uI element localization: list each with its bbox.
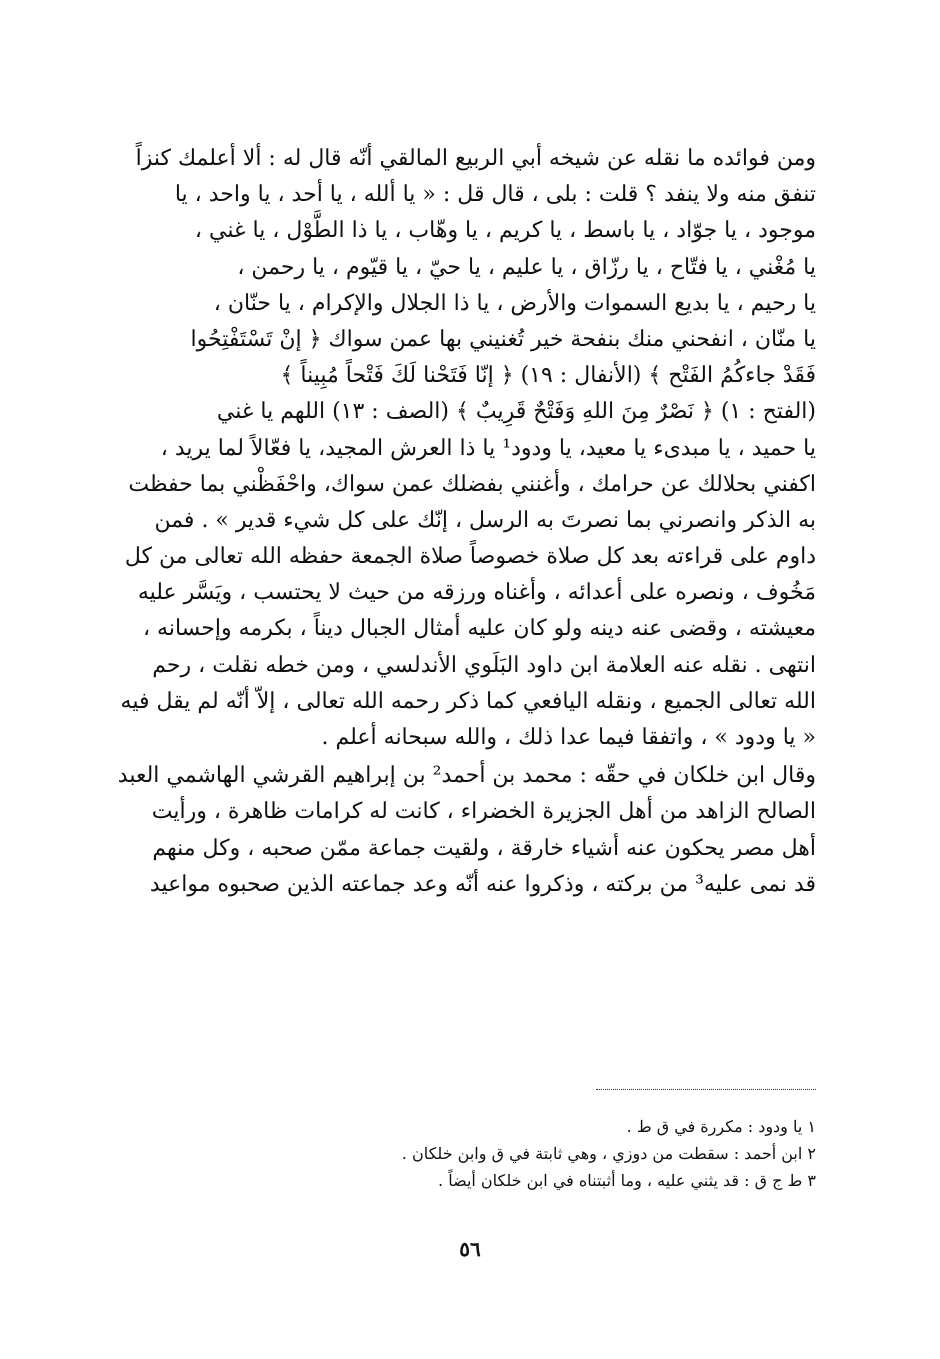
text-line: معيشته ، وقضى عنه دينه ولو كان عليه أمثال الجبال ديناً ، بكرمه وإحسانه ، xyxy=(142,616,816,642)
footnote: ١ يا ودود : مكررة في ق ط . xyxy=(626,1117,816,1136)
text-line: داوم على قراءته بعد كل صلاة خصوصاً صلاة الجمعة حفظه الله تعالى من كل xyxy=(124,544,816,570)
text-line: اكفني بحلالك عن حرامك ، وأغنني بفضلك عمن سواك، واحْفَظْني بما حفظت xyxy=(128,471,816,497)
text-line: يا منّان ، انفحني منك بنفحة خير تُغنيني بها عمن سواك ﴿ إنْ تَسْتَفْتِحُوا xyxy=(190,326,816,352)
text-line: يا حميد ، يا مبدىء يا معيد، يا ودود¹ يا ذا العرش المجيد، يا فعّالاً لما يريد ، xyxy=(160,435,816,461)
text-line: الله تعالى الجميع ، ونقله اليافعي كما ذكر رحمه الله تعالى ، إلاّ أنّه لم يقل فيه xyxy=(120,688,816,714)
text-line: موجود ، يا جوّاد ، يا باسط ، يا كريم ، يا وهّاب ، يا ذا الطَّوْل ، يا غني ، xyxy=(194,218,816,244)
text-line: فَقَدْ جاءكُمُ الفَتْح ﴾ (الأنفال : ١٩) ﴿ إنّا فَتَحْنا لَكَ فَتْحاً مُبِيناً ﴾ xyxy=(280,363,816,389)
text-line: قد نمى عليه³ من بركته ، وذكروا عنه أنّه وعد جماعته الذين صحبوه مواعيد xyxy=(149,871,816,897)
footnote: ٢ ابن أحمد : سقطت من دوزي ، وهي ثابتة في ق وابن خلكان . xyxy=(401,1144,816,1163)
text-line: ومن فوائده ما نقله عن شيخه أبي الربيع المالقي أنّه قال له : ألا أعلمك كنزاً xyxy=(135,146,816,171)
page-number: ٥٦ xyxy=(459,1237,481,1261)
text-line: به الذكر وانصرني بما نصرتَ به الرسل ، إنّك على كل شيء قدير » . فمن xyxy=(154,507,816,533)
text-line: انتهى . نقله عنه العلامة ابن داود البَلَوي الأندلسي ، ومن خطه نقلت ، رحم xyxy=(152,652,816,678)
text-line: تنفق منه ولا ينفد ؟ قلت : بلى ، قال قل : « يا ألله ، يا أحد ، يا واحد ، يا xyxy=(174,182,816,208)
text-line: يا رحيم ، يا بديع السموات والأرض ، يا ذا الجلال والإكرام ، يا حنّان ، xyxy=(213,290,816,316)
text-line: وقال ابن خلكان في حقّه : محمد بن أحمد² بن إبراهيم القرشي الهاشمي العبد xyxy=(117,763,816,789)
text-line: أهل مصر يحكون عنه أشياء خارقة ، ولقيت جماعة ممّن صحبه ، وكل منهم xyxy=(152,835,816,861)
main-text xyxy=(104,141,816,903)
text-line: (الفتح : ١) ﴿ نَصْرٌ مِنَ اللهِ وَفَتْحٌ قَرِيبٌ ﴾ (الصف : ١٣) اللهم يا غني xyxy=(216,399,816,425)
footnotes xyxy=(300,1113,816,1194)
text-line: « يا ودود » ، واتفقا فيما عدا ذلك ، والله سبحانه أعلم . xyxy=(321,725,816,750)
footnote-separator xyxy=(596,1089,816,1090)
text-line: الصالح الزاهد من أهل الجزيرة الخضراء ، كانت له كرامات ظاهرة ، ورأيت xyxy=(151,799,816,825)
footnote: ٣ ط ج ق : قد يثني عليه ، وما أثبتناه في ابن خلكان أيضاً . xyxy=(438,1171,816,1190)
text-line: مَخُوف ، ونصره على أعدائه ، وأغناه ورزقه من حيث لا يحتسب ، ويَسَّر عليه xyxy=(137,580,816,606)
text-line: يا مُغْني ، يا فتّاح ، يا رزّاق ، يا عليم ، يا حيّ ، يا قيّوم ، يا رحمن ، xyxy=(237,254,816,280)
